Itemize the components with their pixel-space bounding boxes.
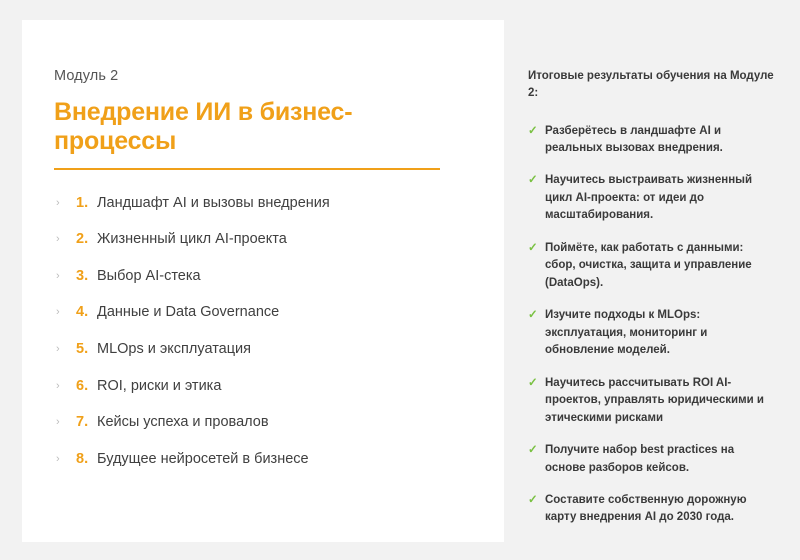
list-item-number: 5. [76, 341, 89, 357]
list-item-number: 8. [76, 450, 89, 467]
check-icon: ✓ [528, 376, 538, 389]
outcomes-title: Итоговые результаты обучения на Модуле 2: [528, 70, 774, 100]
list-item-label: Будущее нейросетей в бизнесе [97, 450, 309, 467]
list-item-number: 4. [76, 304, 89, 321]
list-item[interactable] [54, 230, 464, 248]
list-item [528, 492, 776, 527]
chevron-right-icon: › [56, 306, 60, 319]
list-item[interactable] [54, 267, 464, 285]
check-icon: ✓ [528, 174, 538, 187]
outcome-text: Получите набор best practices на основе разборов кейсов. [545, 444, 735, 474]
list-item-label: Выбор AI-стека [97, 267, 201, 284]
check-icon: ✓ [528, 241, 538, 254]
page-title: Внедрение ИИ в бизнес-процессы [54, 98, 353, 155]
title-divider [54, 168, 440, 170]
check-icon: ✓ [528, 309, 538, 322]
outcome-text: Составите собственную дорожную карту внедрения AI до 2030 года. [545, 494, 747, 524]
list-item-number: 1. [76, 194, 89, 211]
check-icon: ✓ [528, 444, 538, 457]
list-item[interactable] [54, 194, 464, 212]
check-icon: ✓ [528, 494, 538, 506]
outcomes-sidebar [528, 68, 776, 542]
list-item-label: Жизненный цикл AI-проекта [97, 231, 287, 248]
module-label: Модуль 2 [54, 68, 119, 84]
outcome-text: Научитесь рассчитывать ROI AI-проектов, управлять юридическими и этическими рисками [545, 376, 764, 424]
list-item[interactable] [54, 303, 464, 321]
list-item-label: ROI, риски и этика [97, 377, 222, 394]
list-item-number: 7. [76, 414, 89, 431]
outcomes-list [528, 123, 776, 527]
list-item [528, 375, 776, 427]
list-item-label: MLOps и эксплуатация [97, 341, 251, 357]
list-item-number: 2. [76, 231, 89, 248]
chevron-right-icon: › [56, 233, 60, 246]
outcome-text: Разберётесь в ландшафте AI и реальных вызовах внедрения. [545, 124, 723, 154]
outcome-text: Изучите подходы к MLOps: эксплуатация, мониторинг и обновление моделей. [545, 309, 708, 357]
list-item-number: 6. [76, 377, 89, 394]
list-item-number: 3. [76, 267, 89, 284]
list-item [528, 123, 776, 158]
list-item [528, 240, 776, 292]
outcome-text: Поймёте, как работать с данными: сбор, очистка, защита и управление (DataOps). [545, 241, 752, 289]
list-item-label: Данные и Data Governance [97, 304, 280, 321]
card-inner [22, 20, 504, 468]
check-icon: ✓ [528, 124, 538, 137]
list-item-label: Кейсы успеха и провалов [97, 414, 269, 431]
content-card [22, 20, 504, 542]
outcome-text: Научитесь выстраивать жизненный цикл AI-проекта: от идеи до масштабирования. [545, 174, 753, 222]
list-item [528, 442, 776, 477]
list-item[interactable] [54, 413, 464, 431]
list-item[interactable] [54, 340, 464, 358]
list-item[interactable] [54, 377, 464, 395]
chevron-right-icon: › [56, 416, 60, 429]
chevron-right-icon: › [56, 452, 60, 465]
chevron-right-icon: › [56, 196, 60, 209]
chevron-right-icon: › [56, 343, 60, 355]
list-item [528, 172, 776, 224]
chevron-right-icon: › [56, 269, 60, 282]
chevron-right-icon: › [56, 379, 60, 392]
list-item-label: Ландшафт AI и вызовы внедрения [97, 194, 330, 211]
table-of-contents [54, 194, 464, 469]
list-item[interactable] [54, 450, 464, 468]
list-item [528, 307, 776, 359]
